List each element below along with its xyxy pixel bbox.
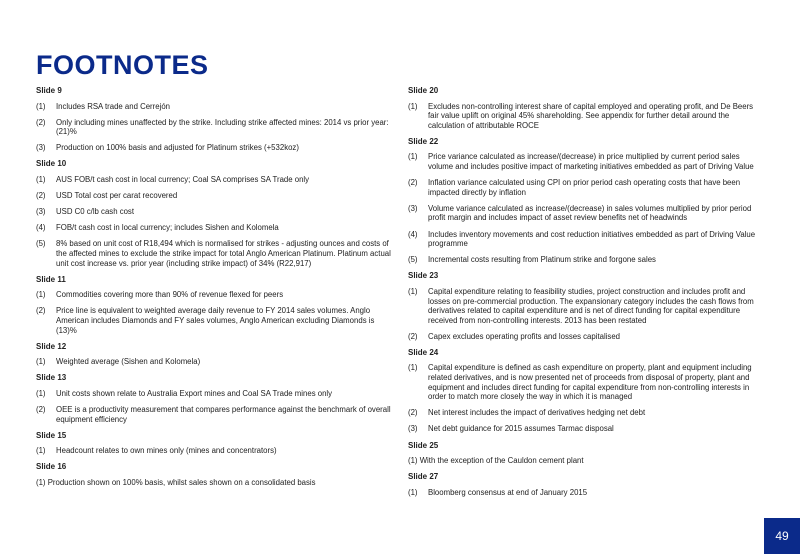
footnote-group [36, 86, 391, 153]
footnote-number: (1) [36, 446, 46, 456]
footnote-group [408, 472, 766, 497]
footnote-group [408, 271, 766, 341]
footnote-text: OEE is a productivity measurement that compares performance against the benchmark of overall equipment efficiency [56, 405, 391, 424]
footnote-group [36, 159, 391, 268]
footnote-number: (1) [408, 363, 418, 373]
footnote-item [408, 488, 766, 498]
footnote-item: (1) With the exception of the Cauldon cement plant [408, 456, 584, 466]
footnote-number: (1) [408, 487, 418, 497]
footnote-number: (4) [36, 223, 46, 233]
slide-heading: Slide 27 [408, 472, 439, 482]
footnote-number: (2) [36, 191, 46, 201]
footnote-number: (1) [408, 101, 418, 111]
footnote-text: Capital expenditure is defined as cash expenditure on property, plant and equipment including related derivatives, and is now presented net of proceeds from disposal of property, plant and equipment and includes direct funding for capital expenditure from non-controlling interests in order to match more closely the way in which it is managed [428, 363, 752, 402]
footnote-text: AUS FOB/t cash cost in local currency; Coal SA comprises SA Trade only [56, 175, 310, 185]
footnote-number: (1) [408, 152, 418, 162]
footnote-number: (4) [408, 229, 418, 239]
footnote-number: (5) [36, 239, 46, 249]
footnote-number: (3) [408, 203, 418, 213]
footnote-text: Headcount relates to own mines only (mines and concentrators) [56, 446, 277, 456]
footnote-item [408, 102, 766, 131]
footnote-item [36, 102, 391, 112]
footnotes-left-column [36, 86, 391, 494]
footnote-item [36, 446, 391, 456]
footnote-text: Inflation variance calculated using CPI on prior period cash operating costs that have been impacted directly by inflation [428, 178, 741, 197]
footnote-number: (2) [408, 331, 418, 341]
footnote-number: (1) [36, 175, 46, 185]
slide-heading: Slide 12 [36, 341, 67, 351]
slide-heading: Slide 22 [408, 136, 439, 146]
footnote-text: Only including mines unaffected by the strike. Including strike affected mines: 2014 vs prior year: (21)% [56, 117, 389, 137]
slide-heading: Slide 16 [36, 462, 67, 472]
footnote-item [36, 239, 391, 268]
footnote-number: (2) [36, 405, 46, 415]
footnote-text: Net interest includes the impact of derivatives hedging net debt [428, 408, 646, 418]
footnote-group [36, 462, 391, 487]
footnote-item [408, 363, 766, 401]
footnote-group [408, 137, 766, 265]
footnote-item [408, 152, 766, 171]
footnote-text: Incremental costs resulting from Platinum strike and forgone sales [428, 255, 656, 265]
footnote-number: (2) [36, 306, 46, 316]
footnote-text: USD Total cost per carat recovered [56, 191, 178, 201]
footnote-text: Capital expenditure relating to feasibility studies, project construction and includes profit and losses on pre-commercial production. The expansionary category includes the cash flows from derivatives related to capital expenditure and is net of direct funding for capital expenditure received from non-controlling interests. 2013 has been restated [428, 286, 754, 325]
slide-heading: Slide 24 [408, 347, 439, 357]
footnote-group [408, 348, 766, 434]
footnote-item [36, 405, 391, 424]
footnote-item [36, 223, 391, 233]
footnote-item [36, 118, 391, 137]
footnote-text: Price line is equivalent to weighted average daily revenue to FY 2014 sales volumes. Anglo American includes Diamonds and FY sales volumes, Anglo American excluding Diamonds is (13)% [56, 306, 375, 335]
footnote-item [408, 178, 766, 197]
footnote-item [36, 175, 391, 185]
footnote-number: (1) [36, 101, 46, 111]
footnote-number: (1) [408, 286, 418, 296]
footnote-item [36, 389, 391, 399]
footnote-group [408, 86, 766, 130]
footnote-item [408, 230, 766, 249]
footnote-number: (1) [36, 290, 46, 300]
footnote-text: Capex excludes operating profits and losses capitalised [428, 331, 621, 341]
footnote-item [408, 204, 766, 223]
slide-heading: Slide 11 [36, 274, 66, 284]
footnote-number: (2) [408, 178, 418, 188]
footnotes-right-column [408, 86, 766, 504]
footnote-number: (3) [408, 424, 418, 434]
footnote-group [408, 441, 766, 466]
footnote-text: Includes inventory movements and cost reduction initiatives embedded as part of Driving Value programme [428, 229, 756, 249]
page-number: 49 [775, 529, 789, 543]
footnote-item [36, 357, 391, 367]
footnote-text: Price variance calculated as increase/(decrease) in price multiplied by current period sales volume and includes positive impact of marketing initiatives embedded as part of Driving Value [428, 152, 754, 172]
slide-heading: Slide 15 [36, 430, 67, 440]
footnote-text: Commodities covering more than 90% of revenue flexed for peers [56, 290, 284, 300]
footnote-item [408, 408, 766, 418]
footnote-item [408, 287, 766, 325]
footnote-item [36, 191, 391, 201]
slide-heading: Slide 10 [36, 159, 67, 169]
footnote-text: FOB/t cash cost in local currency; includes Sishen and Kolomela [56, 223, 279, 233]
footnote-number: (5) [408, 255, 418, 265]
footnote-text: Net debt guidance for 2015 assumes Tarmac disposal [428, 424, 614, 434]
footnote-item [36, 306, 391, 335]
footnote-item [408, 424, 766, 434]
slide-heading: Slide 25 [408, 440, 439, 450]
footnote-item [408, 332, 766, 342]
footnote-text: Unit costs shown relate to Australia Export mines and Coal SA Trade mines only [56, 388, 333, 398]
slide-heading: Slide 9 [36, 86, 62, 95]
page-number-badge [764, 518, 800, 554]
footnote-item [36, 290, 391, 300]
footnote-number: (1) [36, 388, 46, 398]
footnote-item [408, 255, 766, 265]
footnote-text: Weighted average (Sishen and Kolomela) [56, 357, 201, 367]
footnote-number: (1) [36, 357, 46, 367]
footnote-text: USD C0 c/lb cash cost [56, 207, 134, 217]
footnote-number: (3) [36, 207, 46, 217]
page-title: FOOTNOTES [36, 50, 209, 80]
footnote-group [36, 373, 391, 424]
footnote-group [36, 342, 391, 367]
slide-heading: Slide 13 [36, 373, 67, 383]
footnote-group [36, 275, 391, 335]
footnote-text: Bloomberg consensus at end of January 2015 [428, 487, 588, 497]
footnote-item [36, 143, 391, 153]
footnote-text: Includes RSA trade and Cerrejón [56, 101, 170, 111]
slide-heading: Slide 20 [408, 86, 439, 95]
footnote-text: 8% based on unit cost of R18,494 which is normalised for strikes - adjusting ounces and costs of the affected mines to exclude the strike impact for total Anglo American Platinum. Platinum actual unit cost increase vs. prior year (including strike impact) of 34% (R22,917) [56, 239, 391, 268]
slide-heading: Slide 23 [408, 271, 439, 281]
footnote-number: (2) [408, 408, 418, 418]
footnote-number: (2) [36, 117, 46, 127]
footnote-item: (1) Production shown on 100% basis, whilst sales shown on a consolidated basis [36, 478, 316, 488]
footnote-number: (3) [36, 143, 46, 153]
footnote-group [36, 431, 391, 456]
footnote-text: Volume variance calculated as increase/(decrease) in sales volumes multiplied by prior period profit margin and includes impact of asset review benefits net of headwinds [428, 203, 752, 223]
footnote-item [36, 207, 391, 217]
footnote-text: Excludes non-controlling interest share of capital employed and operating profit, and De Beers fair value uplift on original 45% shareholding. See appendix for further detail around the calculation of attributable ROCE [428, 101, 754, 130]
footnote-text: Production on 100% basis and adjusted for Platinum strikes (+532koz) [56, 143, 299, 153]
